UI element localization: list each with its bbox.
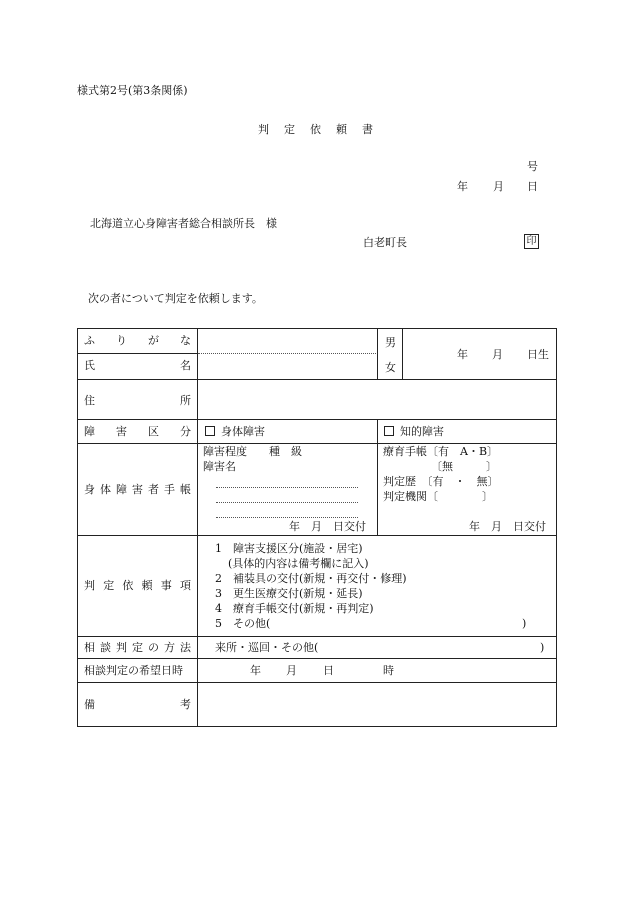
preferred-date-hour: 時 — [383, 664, 394, 677]
table-border-top — [77, 328, 557, 329]
birth-month: 月 — [492, 348, 503, 361]
preferred-date-month: 月 — [286, 664, 297, 677]
sex-female: 女 — [385, 361, 396, 374]
table-rule — [77, 379, 557, 380]
method-value: 来所・巡回・その他( — [215, 641, 319, 654]
title-char: 頼 — [336, 123, 347, 136]
request-item: 2 補装具の交付(新規・再交付・修理) — [215, 572, 407, 585]
disability-name-line — [216, 487, 358, 488]
judgment-agency: 判定機関〔 〕 — [383, 490, 493, 503]
physical-handbook-issue-date: 年 月 日交付 — [289, 520, 366, 533]
middle-column-divider — [377, 419, 378, 536]
label-column-divider — [197, 328, 198, 727]
table-rule — [77, 658, 557, 659]
table-rule — [77, 535, 557, 536]
request-item: 5 その他( — [215, 617, 271, 630]
sender: 白老町長 — [363, 236, 407, 249]
table-rule — [77, 682, 557, 683]
title-char: 書 — [362, 123, 373, 136]
preferred-date-label: 相談判定の希望日時 — [84, 664, 183, 677]
checkbox-icon[interactable] — [384, 426, 394, 436]
request-item: 1 障害支援区分(施設・居宅) — [215, 542, 363, 555]
checkbox-icon[interactable] — [205, 426, 215, 436]
request-date-day: 日 — [527, 180, 538, 193]
ryoiku-handbook-issue-date: 年 月 日交付 — [469, 520, 546, 533]
intellectual-disability-option[interactable]: 知的障害 — [384, 425, 444, 438]
request-item: 3 更生医療交付(新規・延長) — [215, 587, 363, 600]
disability-grade-field: 障害程度 種 級 — [203, 445, 302, 458]
disability-name-field: 障害名 — [203, 460, 236, 473]
request-date-month: 月 — [493, 180, 504, 193]
request-date-year: 年 — [457, 180, 468, 193]
judgment-history: 判定歴 〔有 ・ 無〕 — [383, 475, 499, 488]
physical-handbook-label: 身 体 障 害 者 手 帳 — [84, 483, 191, 496]
preferred-date-day: 日 — [323, 664, 334, 677]
ryoiku-handbook-yes: 療育手帳〔有 A・B〕 — [383, 445, 499, 458]
request-item-close-paren: ) — [522, 617, 527, 630]
table-rule — [77, 636, 557, 637]
table-border-bottom — [77, 726, 557, 727]
physical-disability-option[interactable]: 身体障害 — [205, 425, 265, 438]
birth-year: 年 — [457, 348, 468, 361]
sex-column-divider — [377, 328, 378, 380]
disability-name-line — [216, 502, 358, 503]
addressee: 北海道立心身障害者総合相談所長 様 — [90, 217, 277, 230]
table-rule — [77, 353, 198, 354]
title-char: 定 — [284, 123, 295, 136]
document-number-label: 号 — [527, 160, 538, 173]
method-label: 相 談 判 定 の 方 法 — [84, 641, 191, 654]
title-char: 依 — [310, 123, 321, 136]
title-char: 判 — [258, 123, 269, 136]
remarks-label: 備 考 — [84, 698, 191, 711]
table-border-right — [556, 328, 557, 727]
table-rule — [77, 443, 557, 444]
ryoiku-handbook-no: 〔無 〕 — [431, 460, 497, 473]
form-number: 様式第2号(第3条関係) — [77, 84, 188, 97]
sex-male: 男 — [385, 336, 396, 349]
furigana-dotted-rule — [198, 353, 376, 354]
birth-day: 日生 — [527, 348, 549, 361]
address-label: 住 所 — [84, 394, 191, 407]
table-rule — [77, 419, 557, 420]
preferred-date-year: 年 — [250, 664, 261, 677]
request-item: 4 療育手帳交付(新規・再判定) — [215, 602, 374, 615]
intro-text: 次の者について判定を依頼します。 — [88, 292, 263, 305]
name-label: 氏 名 — [84, 359, 191, 372]
request-item-note: (具体的内容は備考欄に記入) — [228, 557, 369, 570]
disability-class-label: 障 害 区 分 — [84, 425, 191, 438]
method-close-paren: ) — [540, 641, 545, 654]
birth-column-divider — [402, 328, 403, 380]
seal-mark: 印 — [524, 234, 539, 249]
table-border-left — [77, 328, 78, 727]
disability-name-line — [216, 517, 358, 518]
furigana-label: ふ り が な — [84, 334, 191, 347]
request-items-label: 判 定 依 頼 事 項 — [84, 579, 191, 592]
